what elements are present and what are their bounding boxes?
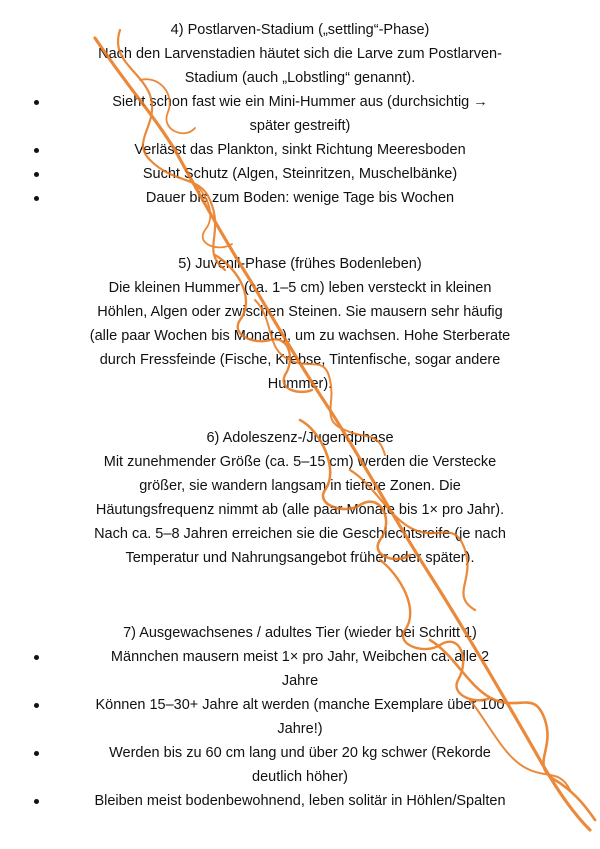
bullet-icon: [34, 172, 39, 177]
paragraph-line: Häutungsfrequenz nimmt ab (alle paar Monate bis 1× pro Jahr).: [95, 502, 505, 518]
paragraph-line: Die kleinen Hummer (ca. 1–5 cm) leben versteckt in kleinen: [108, 280, 492, 296]
paragraph-line: größer, sie wandern langsam in tiefere Zonen. Die: [139, 478, 461, 494]
bullet-list: [30, 645, 570, 813]
paragraph-line: Temperatur und Nahrungsangebot früher oder später).: [125, 550, 475, 566]
section-juvenile-phase: [30, 252, 570, 396]
list-item-text: Sucht Schutz (Algen, Steinritzen, Muschelbänke): [142, 166, 458, 182]
bullet-icon: [34, 196, 39, 201]
bullet-icon: [34, 751, 39, 756]
list-item-text: später gestreift): [249, 118, 351, 134]
list-item-text: Männchen mausern meist 1× pro Jahr, Weibchen ca. alle 2: [110, 649, 490, 665]
bullet-icon: [34, 100, 39, 105]
bullet-icon: [34, 655, 39, 660]
list-item-text: deutlich höher): [252, 769, 348, 785]
section-heading: 5) Juvenil-Phase (frühes Bodenleben): [178, 256, 422, 272]
bullet-list: [30, 90, 570, 210]
list-item-text: Sieht schon fast wie ein Mini-Hummer aus (durchsichtig →: [112, 94, 488, 110]
section-adult-animal: [30, 621, 570, 813]
section-heading: 4) Postlarven-Stadium („settling“-Phase): [170, 22, 430, 38]
paragraph-line: durch Fressfeinde (Fische, Krebse, Tintenfische, sogar andere: [99, 352, 501, 368]
list-item: [30, 741, 570, 789]
paragraph-line: Hummer).: [267, 376, 333, 392]
list-item-text: Werden bis zu 60 cm lang und über 20 kg schwer (Rekorde: [109, 745, 491, 761]
bullet-icon: [34, 703, 39, 708]
list-item-text: Können 15–30+ Jahre alt werden (manche Exemplare über 100: [95, 697, 505, 713]
paragraph-line: Mit zunehmender Größe (ca. 5–15 cm) werden die Verstecke: [103, 454, 497, 470]
list-item-text: Dauer bis zum Boden: wenige Tage bis Wochen: [145, 190, 455, 206]
list-item: [30, 645, 570, 693]
list-item: [30, 789, 570, 813]
section-postlarval-stage: [30, 18, 570, 210]
list-item: [30, 90, 570, 138]
list-item: [30, 162, 570, 186]
list-item: [30, 186, 570, 210]
bullet-icon: [34, 799, 39, 804]
list-item-text: Jahre: [281, 673, 319, 689]
paragraph-line: Nach ca. 5–8 Jahren erreichen sie die Geschlechtsreife (je nach: [94, 526, 506, 542]
list-item: [30, 693, 570, 741]
list-item-text: Verlässt das Plankton, sinkt Richtung Meeresboden: [134, 142, 466, 158]
section-heading: 6) Adoleszenz-/Jugendphase: [206, 430, 394, 446]
section-adolescence-phase: [30, 426, 570, 570]
paragraph-line: Höhlen, Algen oder zwischen Steinen. Sie mausern sehr häufig: [97, 304, 503, 320]
paragraph-line: Stadium (auch „Lobstling“ genannt).: [184, 70, 416, 86]
list-item-text: Bleiben meist bodenbewohnend, leben solitär in Höhlen/Spalten: [94, 793, 506, 809]
paragraph-line: Nach den Larvenstadien häutet sich die Larve zum Postlarven-: [98, 46, 502, 62]
section-heading: 7) Ausgewachsenes / adultes Tier (wieder bei Schritt 1): [123, 625, 477, 641]
list-item-text: Jahre!): [277, 721, 323, 737]
bullet-icon: [34, 148, 39, 153]
list-item: [30, 138, 570, 162]
paragraph-line: (alle paar Wochen bis Monate), um zu wachsen. Hohe Sterberate: [89, 328, 511, 344]
